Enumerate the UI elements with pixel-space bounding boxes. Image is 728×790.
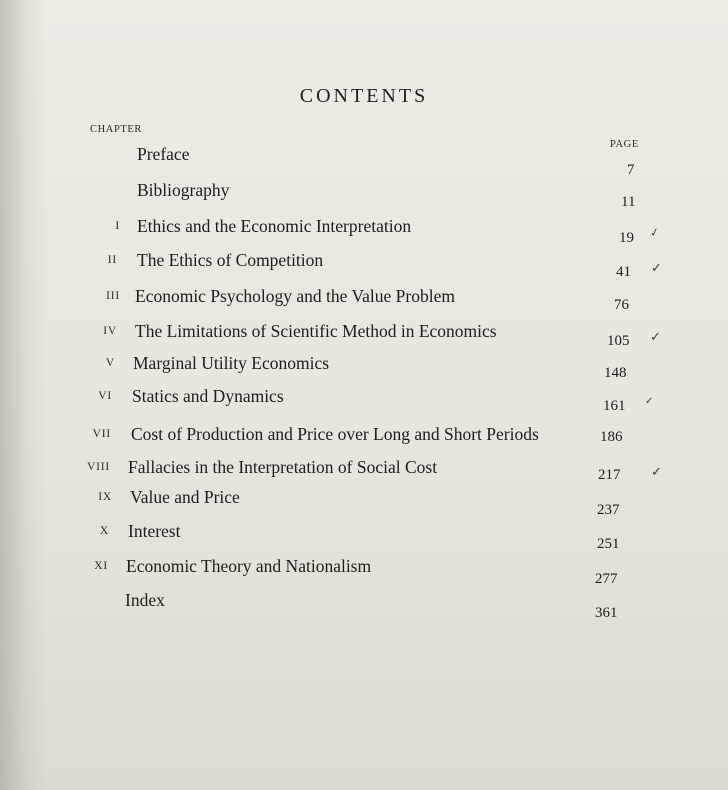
entry-title: Value and Price [130,487,240,507]
toc-entry-chapter-5 [0,353,728,381]
entry-page-number: 148 [604,365,627,381]
entry-page-number: 11 [621,194,636,210]
toc-entry-chapter-9 [0,487,728,518]
chapter-numeral: VII [92,428,111,440]
entry-page-number: 277 [595,571,618,587]
chapter-numeral: V [105,357,115,369]
entry-page-number: 361 [595,605,618,621]
entry-page-number: 217 [598,467,621,483]
entry-title: Marginal Utility Economics [133,353,330,373]
pencil-check-mark: ✓ [648,225,661,240]
pencil-check-mark: ✓ [651,261,662,276]
entry-title: Economic Psychology and the Value Problem [135,286,455,306]
entry-page-number: 105 [607,333,630,349]
entry-title: Fallacies in the Interpretation of Social Cost [128,457,438,477]
entry-title: Economic Theory and Nationalism [126,556,372,576]
entry-title: Ethics and the Economic Interpretation [137,216,412,236]
contents-heading: CONTENTS [299,85,429,107]
toc-entry-chapter-8 [0,457,728,483]
entry-title: Index [125,590,165,610]
spine-shadow [0,0,48,790]
pencil-check-mark: ✓ [650,330,661,345]
toc-entry-chapter-4 [0,321,728,349]
entry-title: Statics and Dynamics [132,386,284,406]
toc-entry-bibliography [0,180,728,210]
entry-page-number: 237 [597,502,620,518]
page-column-label: PAGE [610,139,639,150]
entry-page-number: 7 [627,162,635,178]
entry-page-number: 76 [614,297,629,313]
toc-entry-index [0,590,728,621]
chapter-numeral: II [107,254,117,266]
entry-page-number: 251 [597,536,620,552]
toc-entry-chapter-10 [0,521,728,552]
entry-page-number: 19 [619,230,634,246]
chapter-numeral: I [115,220,120,232]
toc-entry-chapter-11 [0,556,728,587]
chapter-numeral: X [99,525,109,537]
chapter-numeral: III [106,290,120,302]
toc-entry-chapter-6 [0,386,728,414]
entry-page-number: 161 [603,398,626,414]
entry-page-number: 186 [600,429,623,445]
chapter-numeral: IX [98,491,112,503]
chapter-numeral: VI [98,390,112,402]
toc-entry-chapter-3 [0,286,728,313]
chapter-numeral: IV [103,325,117,337]
pencil-check-mark: ✓ [645,396,654,407]
entry-title: Cost of Production and Price over Long and Short Periods [131,424,539,444]
entry-title: Interest [128,521,181,541]
pencil-check-mark: ✓ [651,465,662,480]
chapter-numeral: XI [94,560,108,572]
entry-title: The Ethics of Competition [137,250,324,270]
entry-title: The Limitations of Scientific Method in Economics [135,321,497,341]
chapter-numeral: VIII [87,461,110,473]
entry-page-number: 41 [616,264,631,280]
toc-entry-chapter-1 [0,216,728,246]
entry-title: Bibliography [137,180,230,200]
chapter-column-label: CHAPTER [90,124,143,135]
entry-title: Preface [137,144,190,164]
toc-entry-chapter-2 [0,250,728,280]
toc-entry-chapter-7 [0,424,728,445]
